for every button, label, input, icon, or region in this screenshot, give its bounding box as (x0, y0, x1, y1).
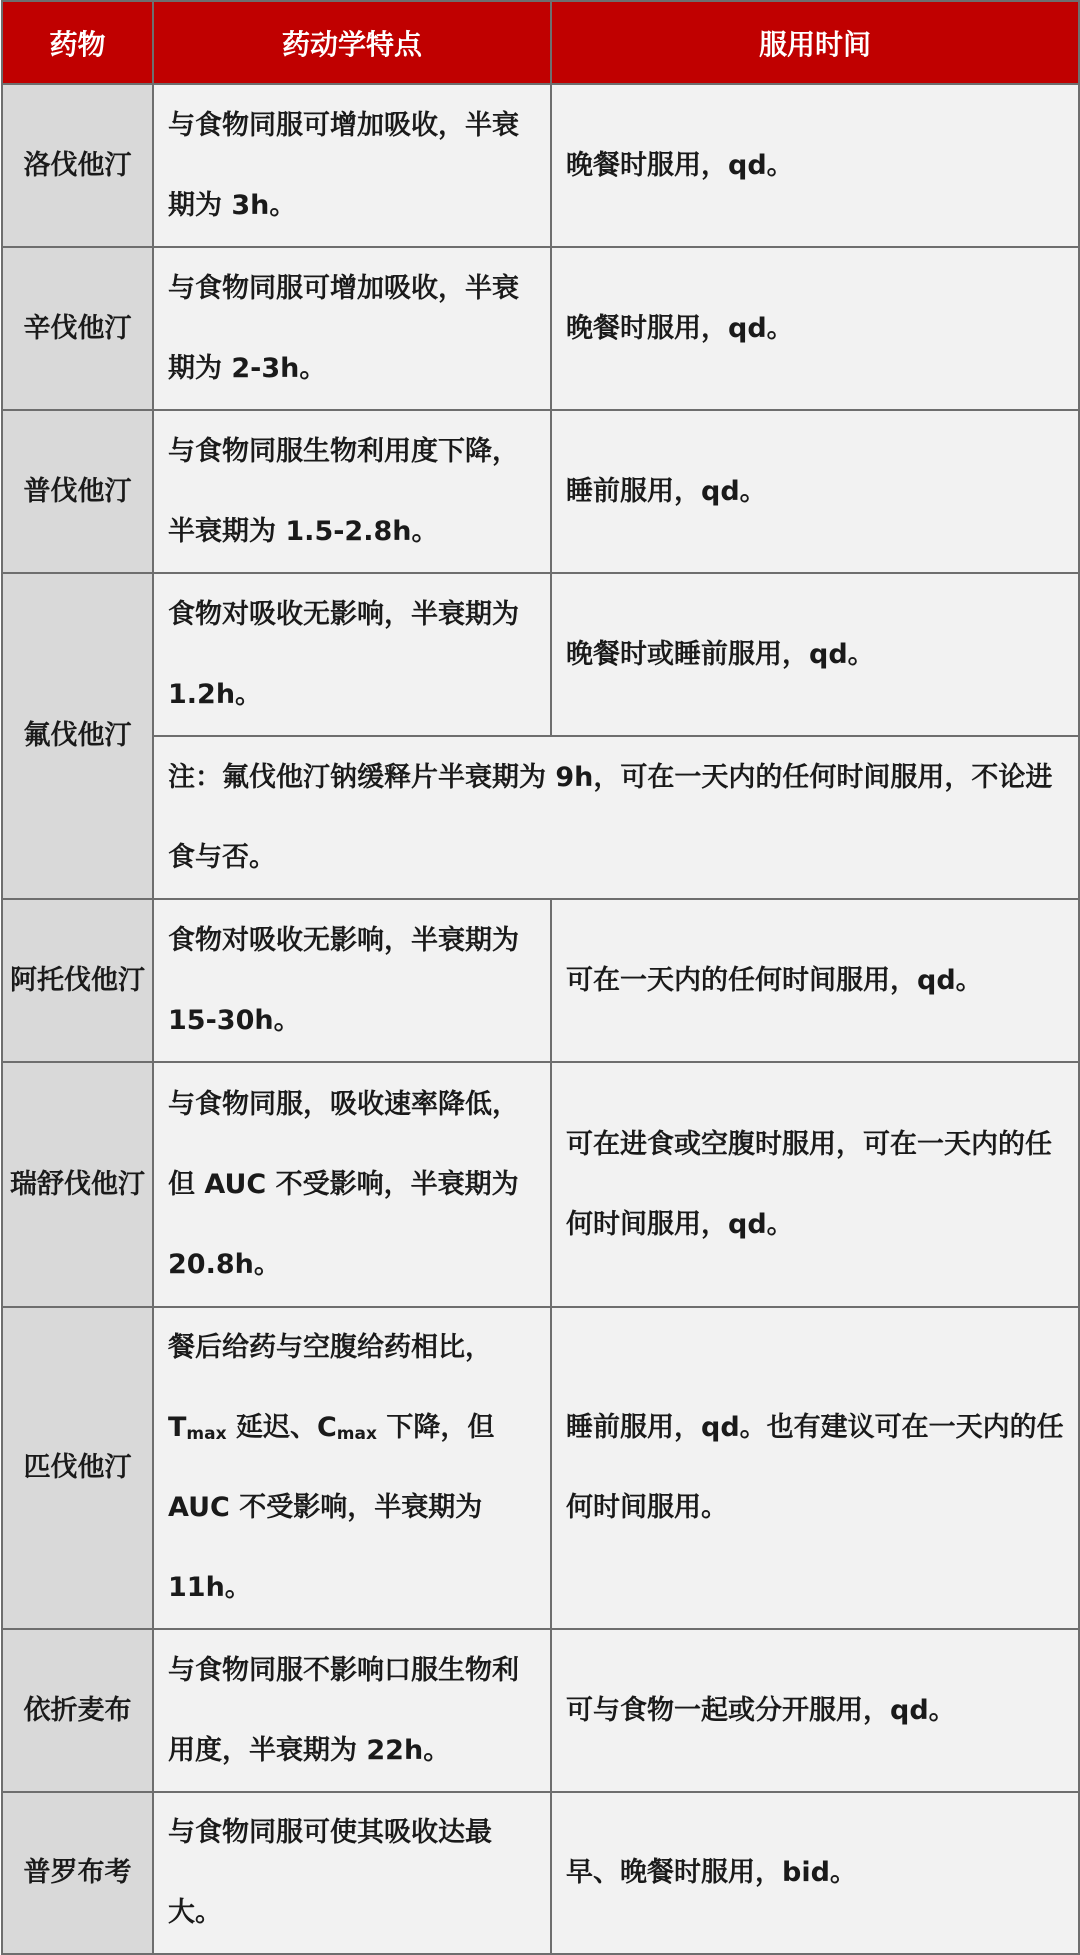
table-row-note (2, 736, 1079, 899)
drug-name: 普伐他汀 (2, 410, 153, 573)
drug-name: 辛伐他汀 (2, 247, 153, 410)
header-drug: 药物 (2, 1, 153, 84)
drug-name: 阿托伐他汀 (2, 899, 153, 1062)
table-row (2, 1629, 1079, 1792)
table-row (2, 1307, 1079, 1629)
drug-timing-table (1, 0, 1080, 1955)
header-time: 服用时间 (551, 1, 1079, 84)
subscript-max: max (186, 1424, 227, 1444)
table-row (2, 573, 1079, 736)
time-cell: 睡前服用，qd。也有建议可在一天内的任何时间服用。 (551, 1307, 1079, 1629)
time-cell: 睡前服用，qd。 (551, 410, 1079, 573)
pk-cell: 与食物同服可增加吸收，半衰期为 2-3h。 (153, 247, 551, 410)
table-row (2, 899, 1079, 1062)
time-cell: 晚餐时服用，qd。 (551, 84, 1079, 247)
header-pk: 药动学特点 (153, 1, 551, 84)
time-cell: 可在一天内的任何时间服用，qd。 (551, 899, 1079, 1062)
drug-name: 洛伐他汀 (2, 84, 153, 247)
table-row (2, 1792, 1079, 1954)
table-row (2, 84, 1079, 247)
pk-cell: 食物对吸收无影响，半衰期为 1.2h。 (153, 573, 551, 736)
drug-name: 匹伐他汀 (2, 1307, 153, 1629)
pk-cell: 食物对吸收无影响，半衰期为 15-30h。 (153, 899, 551, 1062)
time-cell: 晚餐时服用，qd。 (551, 247, 1079, 410)
note-cell: 注：氟伐他汀钠缓释片半衰期为 9h，可在一天内的任何时间服用，不论进食与否。 (153, 736, 1079, 899)
pk-cell: 与食物同服不影响口服生物利用度，半衰期为 22h。 (153, 1629, 551, 1792)
table-row (2, 410, 1079, 573)
pk-text-1: 餐后给药与空腹给药相比，T (168, 1332, 492, 1443)
time-cell: 晚餐时或睡前服用，qd。 (551, 573, 1079, 736)
header-row (2, 1, 1079, 84)
pk-cell: 与食物同服生物利用度下降，半衰期为 1.5-2.8h。 (153, 410, 551, 573)
pk-text-2: 延迟、C (226, 1412, 337, 1443)
pk-cell: 与食物同服可增加吸收，半衰期为 3h。 (153, 84, 551, 247)
drug-name: 依折麦布 (2, 1629, 153, 1792)
time-cell: 可与食物一起或分开服用，qd。 (551, 1629, 1079, 1792)
drug-name: 氟伐他汀 (2, 573, 153, 899)
table-row (2, 247, 1079, 410)
pk-cell (153, 1307, 551, 1629)
time-cell: 可在进食或空腹时服用，可在一天内的任何时间服用，qd。 (551, 1062, 1079, 1307)
time-cell: 早、晚餐时服用，bid。 (551, 1792, 1079, 1954)
subscript-max: max (336, 1424, 377, 1444)
drug-name: 普罗布考 (2, 1792, 153, 1954)
pk-cell: 与食物同服，吸收速率降低，但 AUC 不受影响，半衰期为 20.8h。 (153, 1062, 551, 1307)
drug-name: 瑞舒伐他汀 (2, 1062, 153, 1307)
table-row (2, 1062, 1079, 1307)
pk-text-3: 下降，但 AUC 不受影响，半衰期为 11h。 (168, 1412, 495, 1603)
pk-cell: 与食物同服可使其吸收达最大。 (153, 1792, 551, 1954)
